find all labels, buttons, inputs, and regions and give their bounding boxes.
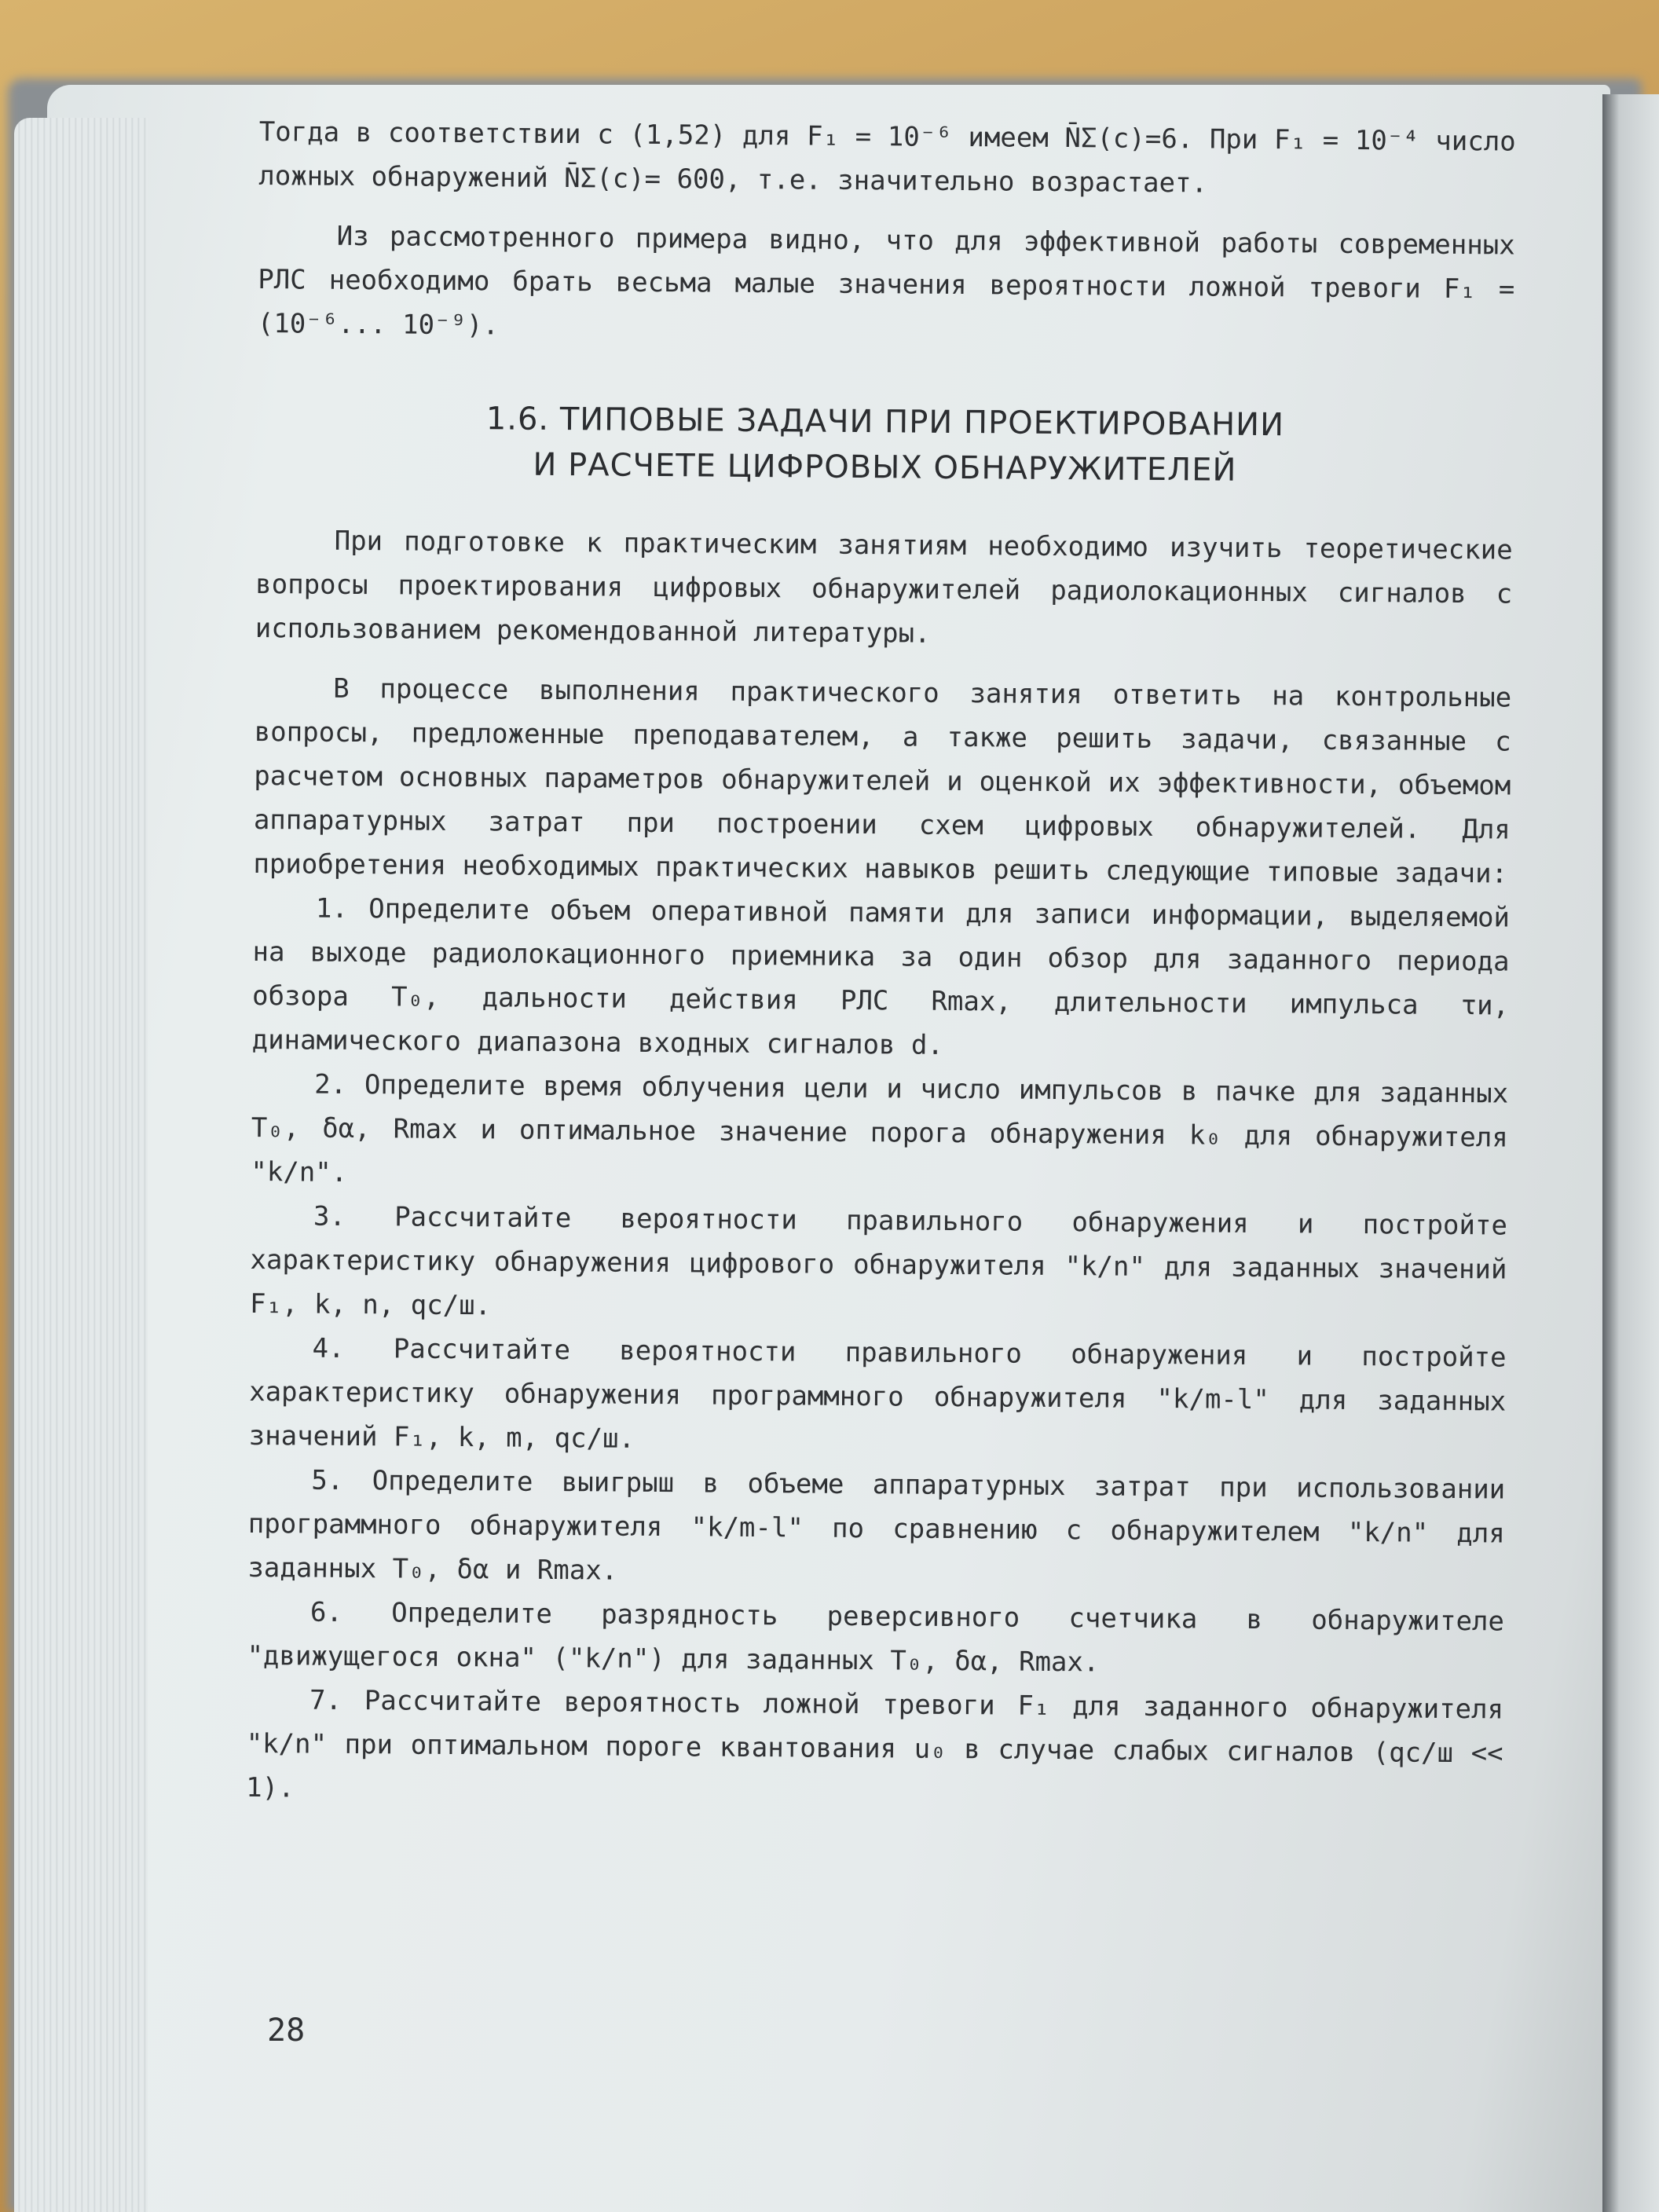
task-item-1: 1. Определите объем оперативной памяти для записи информации, выделяемой на выходе радиолокационного приемника за один обзор для заданного периода обзора T₀, дальности действия РЛС Rmax, длительности импульса τи, динамического диапазона входных сигналов d. — [251, 892, 1511, 1061]
task-item-2: 2. Определите время облучения цели и число импульсов в пачке для заданных T₀, δα, Rmax и оптимальное значение порога обнаружения k₀ для обнаружителя "k/n". — [251, 1068, 1509, 1188]
section-heading-line-2: И РАСЧЕТЕ ЦИФРОВЫХ ОБНАРУЖИТЕЛЕЙ — [533, 446, 1237, 489]
task-item-6: 6. Определите разрядность реверсивного счетчика в обнаружителе "движущегося окна" ("k/n") для заданных T₀, δα, Rmax. — [247, 1596, 1505, 1679]
paragraph-practice: В процессе выполнения практического занятия ответить на контрольные вопросы, предложенные преподавателем, а также решить задачи, связанные с расчетом основных параметров обнаружителей и оценкой их эффективности, объемом аппаратурных затрат при построении схем цифровых обнаружителей. Для приобретения необходимых практических навыков решить следующие типовые задачи: — [253, 672, 1512, 890]
task-item-3: 3. Рассчитайте вероятности правильного обнаружения и постройте характеристику обнаружения цифрового обнаружителя "k/n" для заданных значений F₁, k, n, qc/ш. — [249, 1200, 1508, 1322]
section-heading — [256, 394, 1514, 496]
paragraph-preparation: При подготовке к практическим занятиям необходимо изучить теоретические вопросы проектирования цифровых обнаружителей радиолокационных сигналов с использованием рекомендованной литературы. — [255, 525, 1513, 650]
task-item-4: 4. Рассчитайте вероятности правильного обнаружения и постройте характеристику обнаружения программного обнаружителя "k/m-l" для заданных значений F₁, k, m, qc/ш. — [248, 1332, 1507, 1455]
paragraph-intro-conclusion: Из рассмотренного примера видно, что для эффективной работы современных РЛС необходимо брать весьма малые значения вероятности ложной тревоги F₁ = (10⁻⁶... 10⁻⁹). — [257, 220, 1515, 342]
page-text — [246, 110, 1516, 1819]
page-number: 28 — [267, 2012, 306, 2049]
task-item-7: 7. Рассчитайте вероятность ложной тревоги F₁ для заданного обнаружителя "k/n" при оптимальном пороге квантования u₀ в случае слабых сигналов (qc/ш << 1). — [246, 1684, 1504, 1804]
page-stack-edge — [14, 118, 148, 2212]
facing-page-edge — [1602, 94, 1659, 2212]
section-heading-line-1: 1.6. ТИПОВЫЕ ЗАДАЧИ ПРИ ПРОЕКТИРОВАНИИ — [485, 401, 1285, 444]
task-item-5: 5. Определите выигрыш в объеме аппаратурных затрат при использовании программного обнаружителя "k/m-l" по сравнению с обнаружителем "k/n" для заданных T₀, δα и Rmax. — [247, 1464, 1506, 1587]
paragraph-intro-result: Тогда в соответствии с (1,52) для F₁ = 10⁻⁶ имеем N̄Σ(c)=6. При F₁ = 10⁻⁴ число ложных обнаружений N̄Σ(c)= 600, т.е. значительно возрастает. — [258, 115, 1516, 200]
